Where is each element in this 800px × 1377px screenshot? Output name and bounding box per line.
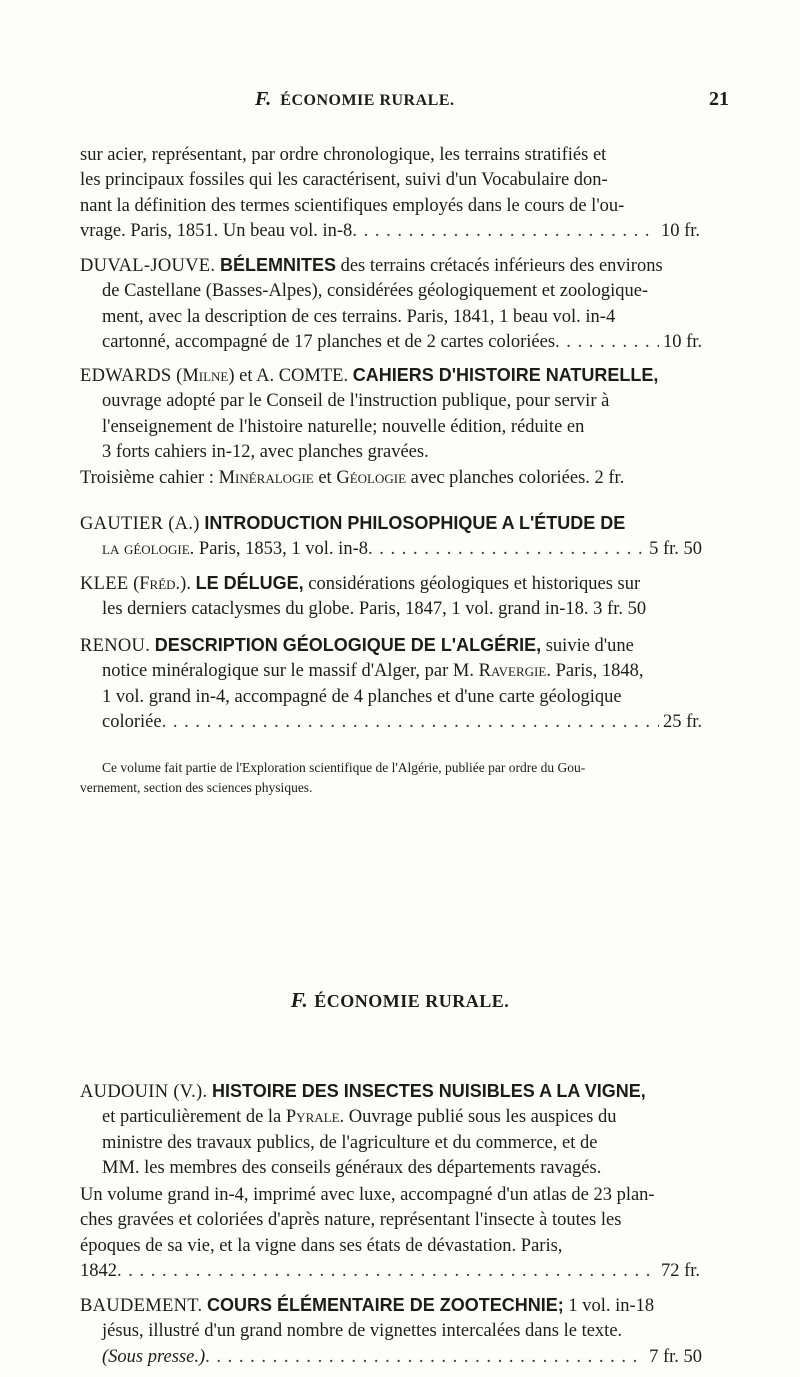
price-line [80,1259,700,1284]
page-number: 21 [709,88,729,110]
entry-text: notice minéralogique sur le massif d'Alger, par M. [102,661,479,682]
entry-line: nant la définition des termes scientifiques employés dans le cours de l'ou- [80,195,625,216]
leader-dots [352,219,657,244]
price-line [80,219,700,244]
entry-line: les derniers cataclysmes du globe. Paris, 1847, 1 vol. grand in-18. 3 fr. 50 [102,599,647,620]
section-letter: F. [290,988,309,1012]
entry-author: DUVAL-JOUVE. [80,256,216,276]
section-title: ÉCONOMIE RURALE. [314,991,510,1011]
entry-line: coloriée [102,711,162,732]
price-line [102,537,702,562]
entry-title: COURS ÉLÉMENTAIRE DE ZOOTECHNIE; [207,1295,564,1315]
entry-author: GAUTIER (A.) [80,514,200,534]
entry-author: RENOU. [80,636,151,656]
entry-line: l'enseignement de l'histoire naturelle; nouvelle édition, réduite en [102,416,585,437]
catalogue-entry [80,1079,702,1181]
price: 72 fr. [660,1260,700,1281]
entry-author-firstname: (Milne) [176,366,235,386]
entry-text: des terrains crétacés inférieurs des environs [335,256,663,276]
entry-author: EDWARDS [80,366,172,386]
leader-dots [162,710,659,735]
entry-title-continuation: la géologie [102,539,190,560]
entry-title: BÉLEMNITES [219,255,336,275]
entry-line: de Castellane (Basses-Alpes), considérées géologiquement et zoologique- [102,281,649,302]
entry-title: INTRODUCTION PHILOSOPHIQUE A L'ÉTUDE DE [204,513,626,533]
entry-note [80,758,700,798]
entry-subject: Minéralogie [218,468,314,488]
entry-text: suivie d'une [541,636,634,656]
entry-author: BAUDEMENT. [80,1296,203,1316]
catalogue-entry [80,1293,702,1370]
entry-line: MM. les membres des conseils généraux des départements ravagés. [102,1157,602,1178]
entry-title: LE DÉLUGE, [195,573,304,593]
catalogue-entry [80,633,702,735]
entry-line: époques de sa vie, et la vigne dans ses états de dévastation. Paris, [80,1235,563,1256]
price: 5 fr. 50 [649,539,702,560]
leader-dots [205,1345,645,1370]
catalogue-entry [80,363,702,465]
entry-subject: Pyrale [285,1107,340,1128]
entry-author: AUDOUIN (V.). [80,1082,208,1102]
catalogue-entry [80,253,702,355]
catalogue-entry-continuation [80,1183,700,1284]
note-line: vernement, section des sciences physiques. [80,780,313,795]
entry-line: 3 forts cahiers in-12, avec planches gravées. [102,441,429,462]
catalogue-entry [80,143,700,244]
leader-dots [117,1259,657,1284]
entry-text: et particulièrement de la [102,1107,286,1128]
entry-line: ches gravées et coloriées d'après nature, représentant l'insecte à toutes les [80,1210,622,1231]
entry-line: jésus, illustré d'un grand nombre de vignettes intercalées dans le texte. [102,1321,623,1342]
price-line [102,330,702,355]
price: 25 fr. [662,711,702,732]
note-line: Ce volume fait partie de l'Exploration scientifique de l'Algérie, publiée par ordre du Gou- [102,760,586,775]
entry-text: considérations géologiques et historiques sur [303,574,641,594]
entry-text: et [313,468,337,488]
entry-text: . Paris, 1848, [546,661,644,682]
catalogue-entry-continuation [80,466,700,491]
entry-line: vrage. Paris, 1851. Un beau vol. in-8 [80,220,353,241]
entry-line: 1842 [80,1260,117,1281]
entry-line: les principaux fossiles qui les caractérisent, suivi d'un Vocabulaire don- [80,170,608,191]
entry-line: (Sous presse.) [102,1346,206,1367]
entry-line: Un volume grand in-4, imprimé avec luxe, accompagné d'un atlas de 23 plan- [80,1185,655,1205]
price-line [102,710,702,735]
catalogue-entry [80,571,702,623]
entry-person: Ravergie [478,661,547,682]
entry-coauthor: et A. COMTE. [234,366,349,386]
running-header [0,88,800,118]
price: 10 fr. [662,331,702,352]
entry-title: DESCRIPTION GÉOLOGIQUE DE L'ALGÉRIE, [154,635,542,655]
entry-line [102,659,702,684]
entry-line: ment, avec la description de ces terrains. Paris, 1841, 1 beau vol. in-4 [102,306,616,327]
price: 7 fr. 50 [649,1346,702,1367]
catalogue-entry [80,511,702,563]
entry-subject: Géologie [336,468,407,488]
entry-line: ouvrage adopté par le Conseil de l'instruction publique, pour servir à [102,391,610,412]
section-heading [0,988,800,1013]
header-section-title: ÉCONOMIE RURALE. [280,92,455,109]
entry-author-firstname: (Fréd.). [133,574,191,594]
entry-line: 1 vol. grand in-4, accompagné de 4 planches et d'une carte géologique [102,686,622,707]
header-title [255,88,455,111]
entry-line: cartonné, accompagné de 17 planches et de 2 cartes coloriées [102,331,556,352]
entry-line: ministre des travaux publics, de l'agriculture et du commerce, et de [102,1132,598,1153]
entry-text: avec planches coloriées. 2 fr. [406,468,625,488]
entry-line [102,537,368,562]
header-section-letter: F. [255,88,272,110]
entry-text: . Paris, 1853, 1 vol. in-8 [189,539,368,560]
entry-title: HISTOIRE DES INSECTES NUISIBLES A LA VIGNE, [212,1081,646,1101]
entry-text: Troisième cahier : [80,468,219,488]
price: 10 fr. [660,220,700,241]
leader-dots [555,330,659,355]
entry-text: . Ouvrage publié sous les auspices du [339,1107,617,1128]
entry-text: 1 vol. in-18 [563,1296,655,1316]
entry-line: sur acier, représentant, par ordre chronologique, les terrains stratifiés et [80,145,607,165]
price-line [102,1345,702,1370]
leader-dots [368,537,645,562]
entry-line [102,1105,702,1130]
entry-author: KLEE [80,574,129,594]
entry-title: CAHIERS D'HISTOIRE NATURELLE, [352,365,659,385]
